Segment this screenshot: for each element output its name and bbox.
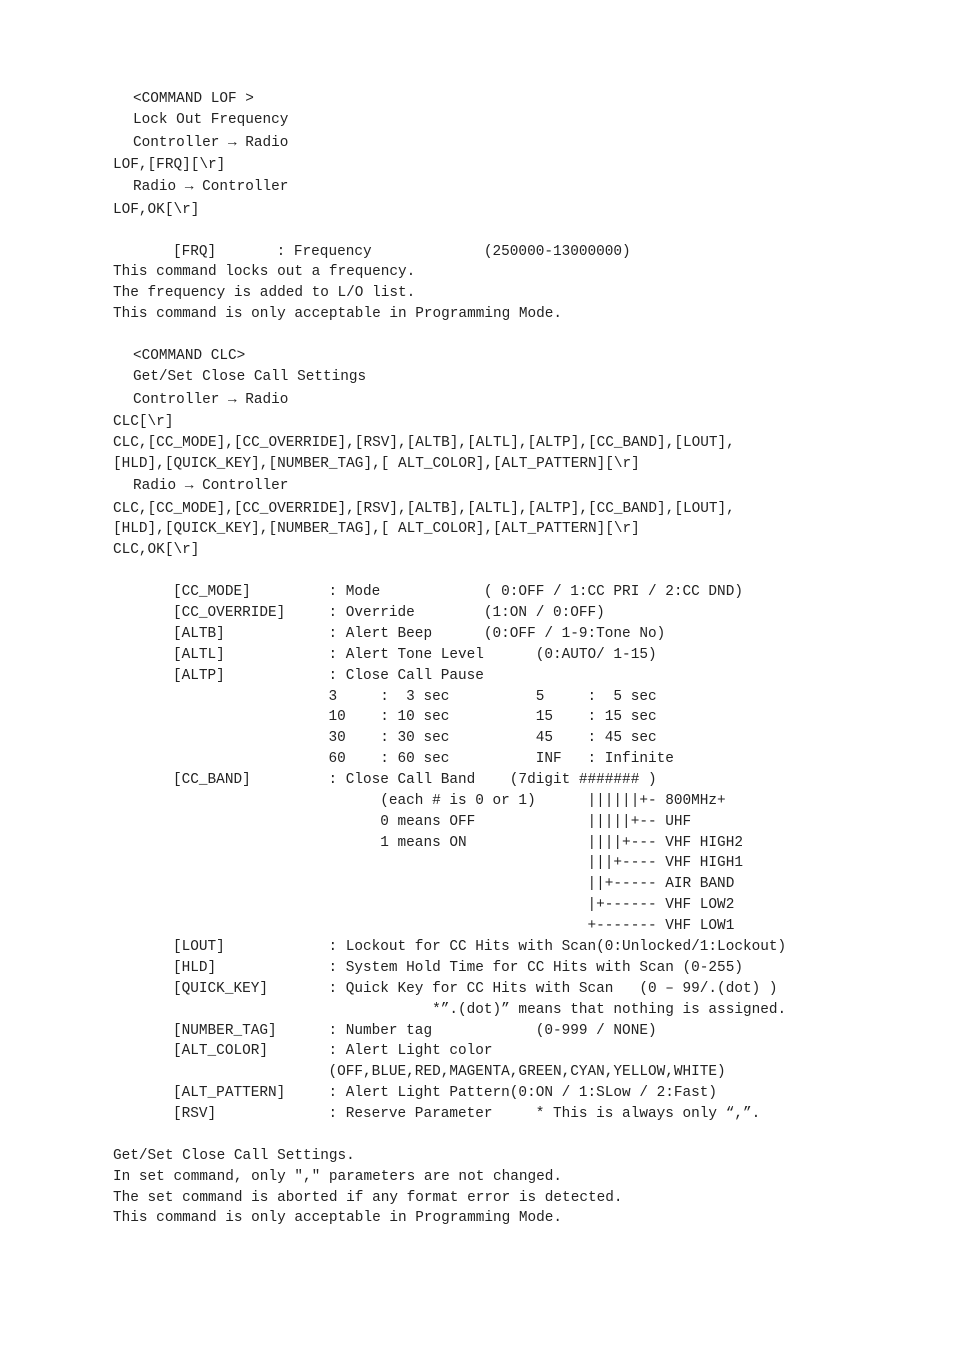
clc-param-line: [CC_OVERRIDE] : Override (1:ON / 0:OFF) [173, 605, 605, 621]
clc-param-line: (OFF,BLUE,RED,MAGENTA,GREEN,CYAN,YELLOW,WHITE) [173, 1064, 726, 1080]
lof-param-frq: [FRQ] : Frequency (250000-13000000) [173, 244, 631, 260]
clc-command-title: Get/Set Close Call Settings [133, 369, 367, 385]
clc-direction-radio-to-controller: Radio → Controller [133, 478, 289, 494]
clc-param-line: [CC_MODE] : Mode ( 0:OFF / 1:CC PRI / 2:CC DND) [173, 584, 743, 600]
clc-command-header: <COMMAND CLC> [133, 348, 246, 364]
clc-param-line: [ALTP] : Close Call Pause [173, 668, 484, 684]
clc-response-ok: CLC,OK[\r] [113, 542, 200, 558]
clc-param-line: [QUICK_KEY] : Quick Key for CC Hits with Scan (0 – 99/.(dot) ) [173, 981, 778, 997]
clc-param-line: [LOUT] : Lockout for CC Hits with Scan(0:Unlocked/1:Lockout) [173, 939, 787, 955]
clc-param-line: 10 : 10 sec 15 : 15 sec [173, 709, 657, 725]
lof-description-line: The frequency is added to L/O list. [113, 285, 416, 301]
lof-description-line: This command locks out a frequency. [113, 264, 416, 280]
clc-direction-controller-to-radio: Controller → Radio [133, 392, 289, 408]
clc-description-line: The set command is aborted if any format error is detected. [113, 1190, 623, 1206]
clc-param-line: |+------ VHF LOW2 [173, 897, 735, 913]
clc-description-line: Get/Set Close Call Settings. [113, 1148, 355, 1164]
clc-param-line: [ALT_COLOR] : Alert Light color [173, 1043, 493, 1059]
clc-param-line: |||+---- VHF HIGH1 [173, 855, 743, 871]
clc-param-line: [ALTL] : Alert Tone Level (0:AUTO/ 1-15) [173, 647, 657, 663]
clc-set-command-line: [HLD],[QUICK_KEY],[NUMBER_TAG],[ ALT_COLOR],[ALT_PATTERN][\r] [113, 456, 640, 472]
clc-param-line: [NUMBER_TAG] : Number tag (0-999 / NONE) [173, 1023, 657, 1039]
clc-param-line: 30 : 30 sec 45 : 45 sec [173, 730, 657, 746]
lof-response-syntax: LOF,OK[\r] [113, 202, 200, 218]
lof-description-line: This command is only acceptable in Programming Mode. [113, 306, 563, 322]
lof-direction-radio-to-controller: Radio → Controller [133, 179, 289, 195]
clc-param-line: *”.(dot)” means that nothing is assigned. [173, 1002, 787, 1018]
lof-command-syntax: LOF,[FRQ][\r] [113, 157, 226, 173]
clc-description-line: This command is only acceptable in Programming Mode. [113, 1210, 563, 1226]
clc-param-line: [RSV] : Reserve Parameter * This is always only “,”. [173, 1106, 761, 1122]
clc-param-line: ||+----- AIR BAND [173, 876, 735, 892]
clc-param-line: +------- VHF LOW1 [173, 918, 735, 934]
clc-set-command-line: CLC,[CC_MODE],[CC_OVERRIDE],[RSV],[ALTB],[ALTL],[ALTP],[CC_BAND],[LOUT], [113, 435, 735, 451]
clc-param-line: [ALTB] : Alert Beep (0:OFF / 1-9:Tone No) [173, 626, 666, 642]
clc-param-line: 0 means OFF |||||+-- UHF [173, 814, 692, 830]
clc-get-command: CLC[\r] [113, 414, 174, 430]
clc-param-line: [HLD] : System Hold Time for CC Hits with Scan (0-255) [173, 960, 743, 976]
clc-param-line: 3 : 3 sec 5 : 5 sec [173, 689, 657, 705]
clc-response-line: CLC,[CC_MODE],[CC_OVERRIDE],[RSV],[ALTB],[ALTL],[ALTP],[CC_BAND],[LOUT], [113, 501, 735, 517]
clc-response-line: [HLD],[QUICK_KEY],[NUMBER_TAG],[ ALT_COLOR],[ALT_PATTERN][\r] [113, 521, 640, 537]
clc-param-line: 60 : 60 sec INF : Infinite [173, 751, 674, 767]
clc-param-line: [CC_BAND] : Close Call Band (7digit ####### ) [173, 772, 657, 788]
lof-command-title: Lock Out Frequency [133, 112, 289, 128]
clc-param-line: (each # is 0 or 1) ||||||+- 800MHz+ [173, 793, 726, 809]
clc-description-line: In set command, only "," parameters are not changed. [113, 1169, 563, 1185]
clc-param-line: 1 means ON ||||+--- VHF HIGH2 [173, 835, 743, 851]
lof-command-header: <COMMAND LOF > [133, 91, 254, 107]
clc-param-line: [ALT_PATTERN] : Alert Light Pattern(0:ON / 1:SLow / 2:Fast) [173, 1085, 718, 1101]
lof-direction-controller-to-radio: Controller → Radio [133, 135, 289, 151]
